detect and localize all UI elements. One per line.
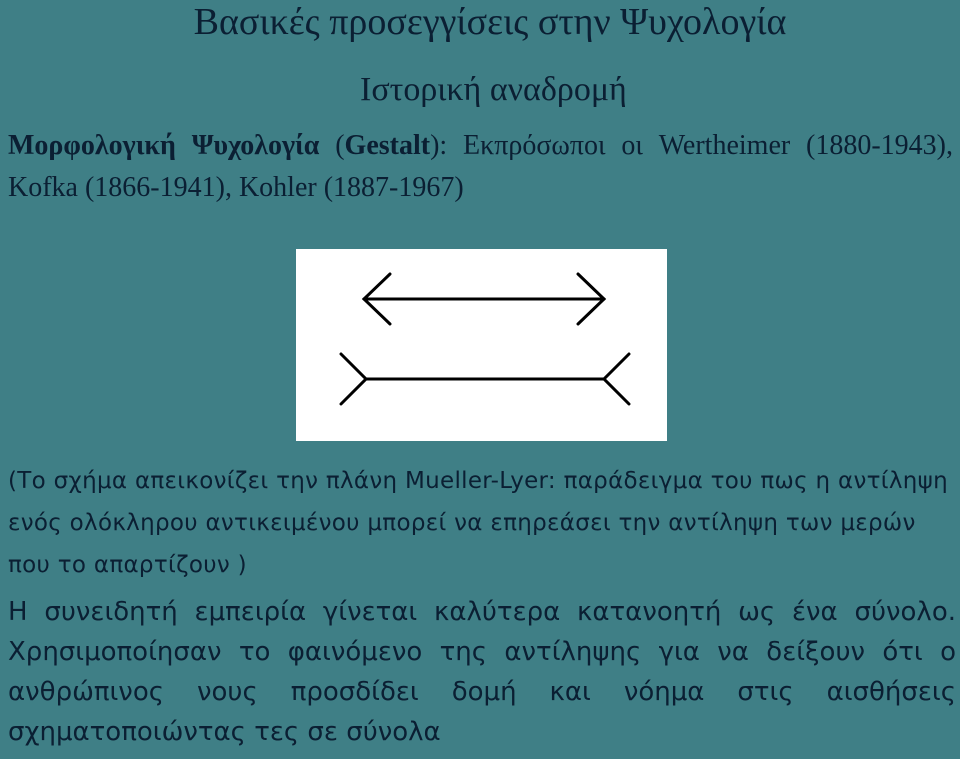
gestalt-paragraph: [8, 125, 953, 209]
bottom-right-fin: [604, 354, 629, 404]
gestalt-term-2: Ψυχολογία: [191, 130, 320, 161]
bottom-left-fin: [341, 354, 366, 404]
mueller-lyer-figure: [296, 249, 667, 441]
slide-subtitle: Ιστορική αναδρομή: [360, 71, 627, 108]
figure-caption: (Το σχήμα απεικονίζει την πλάνη Mueller-Lyer: παράδειγμα του πως η αντίληψη ενός ολόκληρου αντικειμένου μπορεί να επηρεάσει την αντίληψη των μερών που το απαρτίζουν ): [8, 468, 948, 578]
mueller-lyer-illusion: [296, 249, 667, 441]
gestalt-representatives: ): Εκπρόσωποι οι Wertheimer (1880-1943), Kofka (1866-1941), Kohler (1887-1967): [8, 130, 954, 203]
body-paragraph: Η συνειδητή εμπειρία γίνεται καλύτερα κατανοητή ως ένα σύνολο. Χρησιμοποίησαν το φαινόμενο της αντίληψης για να δείξουν ότι ο ανθρώπινος νους προσδίδει δομή και νόημα στις αισθήσεις σχηματοποιώντας τες σε σύνολα: [8, 597, 956, 747]
gestalt-term-3: Gestalt: [344, 130, 431, 161]
gestalt-term-1: Μορφολογική: [8, 130, 176, 161]
gestalt-paren: (: [335, 130, 345, 161]
slide-title: Βασικές προσεγγίσεις στην Ψυχολογία: [193, 1, 787, 43]
